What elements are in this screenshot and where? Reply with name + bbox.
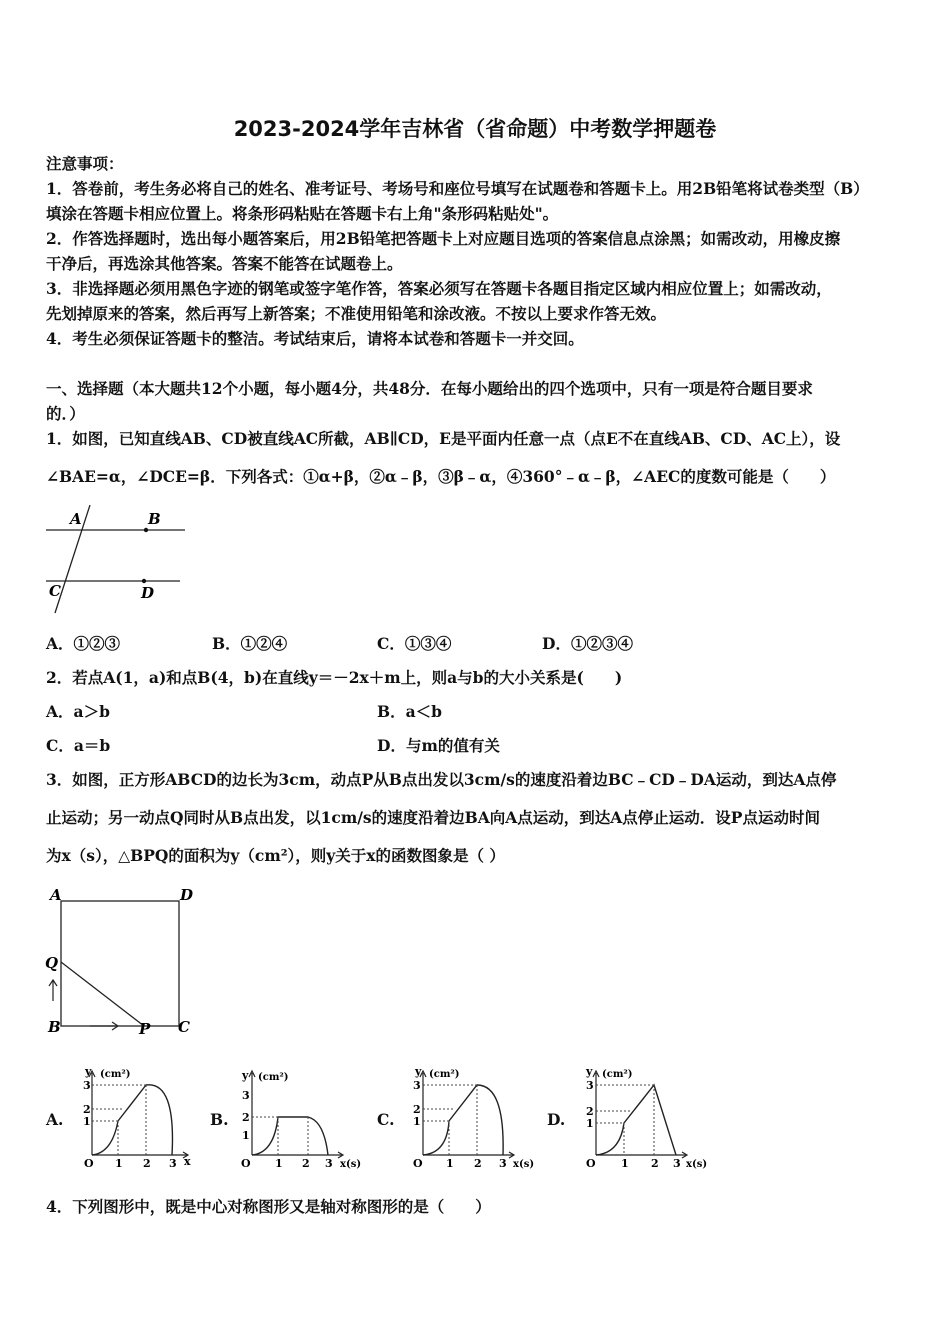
notice-line: 4．考生必须保证答题卡的整洁。考试结束后，请将本试卷和答题卡一并交回。: [46, 329, 584, 348]
svg-text:y: y: [586, 1065, 593, 1078]
svg-text:O: O: [241, 1157, 251, 1170]
q1-option-b[interactable]: B．①②④: [212, 634, 288, 653]
q4-stem: 4．下列图形中，既是中心对称图形又是轴对称图形的是（ ）: [46, 1197, 491, 1216]
svg-text:x: x: [184, 1155, 191, 1168]
q2-stem: 2．若点A(1，a)和点B(4，b)在直线y＝－2x＋m上，则a与b的大小关系是( ): [46, 668, 623, 687]
label-q: Q: [45, 954, 59, 972]
q3-stem: 3．如图，正方形ABCD的边长为3cm，动点P从B点出发以3cm/s的速度沿着边BC﹣CD﹣DA运动，到达A点停: [46, 770, 837, 789]
q1-figure: [40, 505, 190, 617]
svg-text:1: 1: [621, 1157, 629, 1170]
svg-text:2: 2: [143, 1157, 151, 1170]
svg-text:3: 3: [586, 1079, 594, 1092]
q3-graph-b[interactable]: [232, 1063, 367, 1173]
label-d: D: [180, 886, 194, 904]
svg-text:3: 3: [169, 1157, 177, 1170]
svg-text:y: y: [85, 1065, 92, 1078]
q3-graph-c[interactable]: [403, 1063, 543, 1173]
label-c: C: [49, 582, 61, 600]
label-p: P: [139, 1020, 151, 1038]
svg-text:(cm²): (cm²): [602, 1069, 633, 1080]
svg-text:y: y: [242, 1069, 249, 1082]
q1-stem: ∠BAE=α，∠DCE=β．下列各式：①α+β，②α﹣β，③β﹣α，④360°﹣α﹣β，∠AEC的度数可能是（ ）: [46, 467, 836, 486]
q1-option-d[interactable]: D．①②③④: [542, 634, 633, 653]
svg-text:(cm²): (cm²): [258, 1072, 289, 1083]
label-a: A: [70, 510, 82, 528]
svg-text:x(s): x(s): [513, 1159, 535, 1170]
page-title: 2023-2024学年吉林省（省命题）中考数学押题卷: [233, 117, 717, 141]
notice-line: 2．作答选择题时，选出每小题答案后，用2B铅笔把答题卡上对应题目选项的答案信息点涂黑；如需改动，用橡皮擦: [46, 229, 841, 248]
q3-graph-d[interactable]: [576, 1063, 721, 1173]
svg-text:y: y: [415, 1065, 422, 1078]
svg-text:2: 2: [586, 1105, 594, 1118]
svg-text:(cm²): (cm²): [100, 1069, 131, 1080]
svg-text:3: 3: [673, 1157, 681, 1170]
svg-text:3: 3: [413, 1079, 421, 1092]
q3-option-d-label[interactable]: D.: [547, 1110, 566, 1129]
svg-text:3: 3: [325, 1157, 333, 1170]
svg-text:O: O: [413, 1157, 423, 1170]
svg-text:2: 2: [83, 1103, 91, 1116]
svg-text:x(s): x(s): [340, 1159, 362, 1170]
segment-qp: [61, 962, 144, 1026]
svg-text:(cm²): (cm²): [429, 1069, 460, 1080]
svg-text:1: 1: [413, 1115, 421, 1128]
label-d: D: [141, 584, 155, 602]
svg-text:2: 2: [474, 1157, 482, 1170]
q1-option-a[interactable]: A．①②③: [46, 634, 121, 653]
q3-option-a-label[interactable]: A.: [46, 1110, 64, 1129]
svg-text:1: 1: [586, 1117, 594, 1130]
q1-stem: 1．如图，已知直线AB、CD被直线AC所截，AB∥CD，E是平面内任意一点（点E不在直线AB、CD、AC上），设: [46, 429, 841, 448]
label-a: A: [50, 886, 62, 904]
notice-line: 3．非选择题必须用黑色字迹的钢笔或签字笔作答，答案必须写在答题卡各题目指定区域内相应位置上；如需改动，: [46, 279, 832, 298]
label-c: C: [178, 1018, 190, 1036]
svg-text:1: 1: [115, 1157, 123, 1170]
section-heading: 的．）: [46, 404, 85, 423]
q3-stem: 止运动；另一动点Q同时从B点出发，以1cm/s的速度沿着边BA向A点运动，到达A点停止运动．设P点运动时间: [46, 808, 820, 827]
notice-line: 先划掉原来的答案，然后再写上新答案；不准使用铅笔和涂改液。不按以上要求作答无效。: [46, 304, 667, 323]
svg-text:1: 1: [275, 1157, 283, 1170]
label-b: B: [48, 1018, 61, 1036]
svg-text:1: 1: [83, 1115, 91, 1128]
q2-option-c[interactable]: C．a＝b: [46, 736, 111, 755]
svg-text:3: 3: [499, 1157, 507, 1170]
section-heading: 一、选择题（本大题共12个小题，每小题4分，共48分．在每小题给出的四个选项中，只有一项是符合题目要求: [46, 379, 813, 398]
q2-option-a[interactable]: A．a＞b: [46, 702, 110, 721]
notice-line: 干净后，再选涂其他答案。答案不能答在试题卷上。: [46, 254, 403, 273]
point-b: [144, 528, 148, 532]
svg-text:1: 1: [242, 1129, 250, 1142]
q2-option-d[interactable]: D．与m的值有关: [377, 736, 500, 755]
q3-option-b-label[interactable]: B.: [210, 1110, 229, 1129]
notice-line: 1．答卷前，考生务必将自己的姓名、准考证号、考场号和座位号填写在试题卷和答题卡上。用2B铅笔将试卷类型（B）: [46, 179, 869, 198]
svg-text:O: O: [84, 1157, 94, 1170]
q3-option-c-label[interactable]: C.: [377, 1110, 395, 1129]
svg-text:3: 3: [242, 1089, 250, 1102]
svg-text:2: 2: [302, 1157, 310, 1170]
q3-graph-a[interactable]: [72, 1063, 197, 1173]
q1-option-c[interactable]: C．①③④: [377, 634, 452, 653]
svg-text:x(s): x(s): [686, 1159, 708, 1170]
svg-text:3: 3: [83, 1079, 91, 1092]
svg-text:2: 2: [413, 1103, 421, 1116]
point-d: [142, 579, 146, 583]
svg-text:2: 2: [651, 1157, 659, 1170]
q2-option-b[interactable]: B．a＜b: [377, 702, 442, 721]
q3-square-figure: [40, 884, 200, 1040]
notice-line: 填涂在答题卡相应位置上。将条形码粘贴在答题卡右上角"条形码粘贴处"。: [46, 204, 559, 223]
svg-text:O: O: [586, 1157, 596, 1170]
notice-heading: 注意事项：: [46, 154, 124, 173]
svg-text:1: 1: [446, 1157, 454, 1170]
q3-stem: 为x（s），△BPQ的面积为y（cm²），则y关于x的函数图象是（ ）: [46, 846, 505, 865]
svg-text:2: 2: [242, 1111, 250, 1124]
label-b: B: [148, 510, 161, 528]
